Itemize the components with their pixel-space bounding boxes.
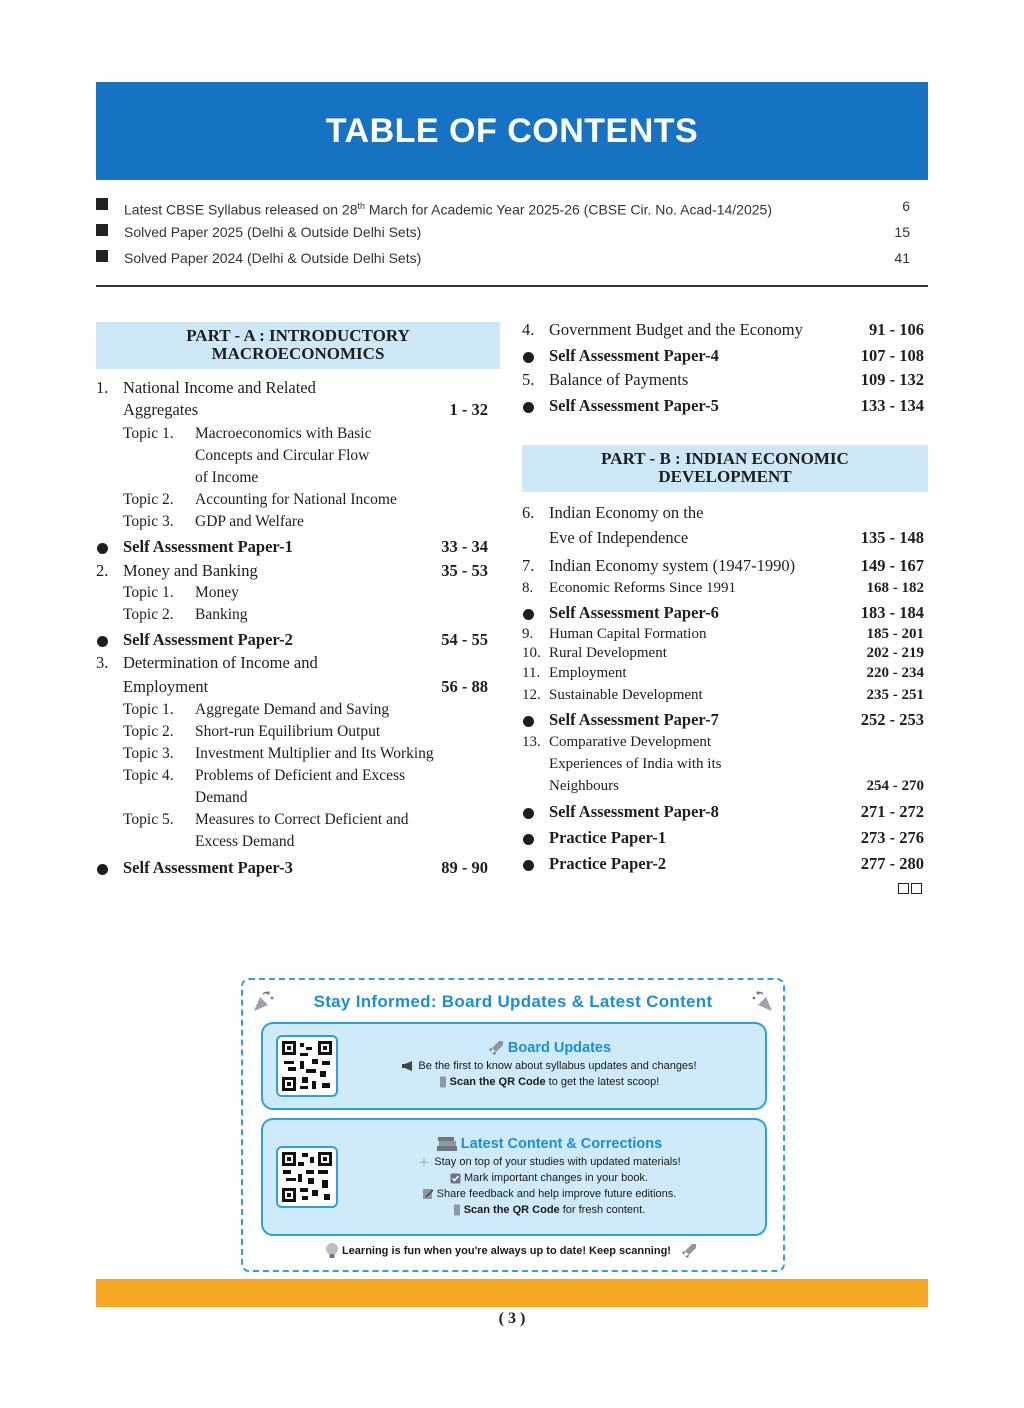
memo-icon [422,1188,434,1200]
right-column [522,319,928,875]
practice-paper-entry[interactable]: Practice Paper-2 277 - 280 [522,853,928,875]
chapter-entry[interactable]: 5. Balance of Payments 109 - 132 [522,370,924,389]
square-bullet-icon [96,224,108,236]
top-list-item[interactable] [96,247,916,273]
top-list-item[interactable] [96,195,916,221]
top-list-page: 6 [902,198,910,214]
round-bullet-icon [97,636,108,647]
square-bullet-icon [96,198,108,210]
top-list-item[interactable] [96,221,916,247]
chapter-entry[interactable]: 7. Indian Economy system (1947-1990) 149 - 167 [522,556,924,575]
self-assessment-entry[interactable]: Self Assessment Paper-3 89 - 90 [96,857,500,879]
top-list-label: Solved Paper 2024 (Delhi & Outside Delhi Sets) [124,250,422,266]
self-assessment-entry[interactable]: Self Assessment Paper-6 183 - 184 [522,602,928,624]
info-box-footer: Learning is fun when you're always up to date! Keep scanning! [243,1242,783,1260]
topic-entry[interactable]: Topic 1. Aggregate Demand and Saving [123,701,390,718]
rocket-icon [680,1242,698,1260]
chapter-entry[interactable]: 4. Government Budget and the Economy 91 - 106 [522,320,924,339]
self-assessment-entry[interactable]: Self Assessment Paper-4 107 - 108 [522,345,928,367]
header-banner [96,82,928,180]
round-bullet-icon [523,609,534,620]
top-list-page: 41 [894,250,910,266]
card-heading: Latest Content & Corrections [343,1134,755,1154]
page-title: TABLE OF CONTENTS [325,112,699,150]
round-bullet-icon [523,834,534,845]
qr-code-icon[interactable] [276,1035,338,1097]
books-icon [436,1136,458,1152]
stay-informed-box [241,978,785,1272]
topic-entry[interactable]: Topic 2. Accounting for National Income [123,491,397,508]
chapter-entry[interactable]: 2. Money and Banking 35 - 53 [96,561,488,580]
checkbox-icon [450,1173,461,1184]
chapter-entry[interactable]: 8. Economic Reforms Since 1991 168 - 182 [522,580,924,596]
divider [96,285,928,287]
megaphone-icon [401,1060,415,1072]
sparkle-icon [417,1156,431,1168]
top-list-label: Latest CBSE Syllabus released on 28th March for Academic Year 2025-26 (CBSE Cir. No. Acad-14/2025) [124,201,772,218]
chapter-entry[interactable]: 1. National Income and Related Aggregates 1 - 32 [96,378,488,419]
self-assessment-entry[interactable]: Self Assessment Paper-5 133 - 134 [522,395,928,417]
practice-paper-entry[interactable]: Practice Paper-1 273 - 276 [522,827,928,849]
chapter-entry[interactable]: 9. Human Capital Formation 185 - 201 [522,626,924,642]
page-number: ( 3 ) [498,1310,526,1327]
chapter-entry[interactable]: 13. Comparative Development Experiences of India with its Neighbours 254 - 270 [522,734,924,794]
self-assessment-entry[interactable]: Self Assessment Paper-7 252 - 253 [522,709,928,731]
topic-entry[interactable]: Topic 5. Measures to Correct Deficient and Excess Demand [123,811,409,850]
self-assessment-entry[interactable]: Self Assessment Paper-8 271 - 272 [522,801,928,823]
top-list-page: 15 [894,224,910,240]
self-assessment-entry[interactable]: Self Assessment Paper-2 54 - 55 [96,629,500,651]
info-box-title: Stay Informed: Board Updates & Latest Content [313,992,713,1011]
chapter-entry[interactable]: 12. Sustainable Development 235 - 251 [522,687,924,703]
footer-accent-bar [96,1279,928,1307]
latest-content-text: Latest Content & Corrections Stay on top of your studies with updated materials! Mark important changes in your book. Share feedback and help improve future editions. Scan the QR Code for fresh content. [343,1134,755,1218]
topic-entry[interactable]: Topic 4. Problems of Deficient and Excess Demand [123,767,406,806]
board-updates-card[interactable] [261,1022,767,1110]
topic-entry[interactable]: Topic 2. Banking [123,606,248,623]
topic-entry[interactable]: Topic 3. Investment Multiplier and Its Working [123,745,434,762]
square-bullet-icon [96,250,108,262]
card-heading: Board Updates [343,1038,755,1058]
chapter-entry[interactable]: 3. Determination of Income and Employment 56 - 88 [96,653,488,696]
phone-icon [453,1204,461,1216]
round-bullet-icon [523,716,534,727]
page-range: 1 - 32 [449,400,488,419]
top-list-label: Solved Paper 2025 (Delhi & Outside Delhi Sets) [124,224,422,240]
round-bullet-icon [523,808,534,819]
qr-code-icon[interactable] [276,1146,338,1208]
round-bullet-icon [523,402,534,413]
part-a-heading: PART - A : INTRODUCTORY MACROECONOMICS [96,322,500,369]
topic-entry[interactable]: Topic 2. Short-run Equilibrium Output [123,723,381,740]
board-updates-text: Board Updates Be the first to know about syllabus updates and changes! Scan the QR Code to get the latest scoop! [343,1038,755,1090]
top-list [96,195,916,273]
phone-icon [439,1076,447,1088]
part-b-heading: PART - B : INDIAN ECONOMIC DEVELOPMENT [522,445,928,492]
round-bullet-icon [523,352,534,363]
topic-entry[interactable]: Topic 1. Macroeconomics with Basic Concepts and Circular Flow of Income [123,425,372,486]
chapter-entry[interactable]: 11. Employment 220 - 234 [522,665,924,681]
round-bullet-icon [97,864,108,875]
left-column [96,322,500,879]
self-assessment-entry[interactable]: Self Assessment Paper-1 33 - 34 [96,536,500,558]
round-bullet-icon [97,543,108,554]
chapter-entry[interactable]: 6. Indian Economy on the Eve of Independence 135 - 148 [522,503,924,547]
rocket-icon [487,1039,505,1057]
topic-entry[interactable]: Topic 3. GDP and Welfare [123,513,304,530]
topic-entry[interactable]: Topic 1. Money [123,584,239,601]
end-of-section-icon [898,881,924,899]
party-popper-icon [749,988,775,1014]
latest-content-card[interactable] [261,1118,767,1236]
lightbulb-icon [325,1242,339,1260]
chapter-entry[interactable]: 10. Rural Development 202 - 219 [522,645,924,661]
round-bullet-icon [523,860,534,871]
